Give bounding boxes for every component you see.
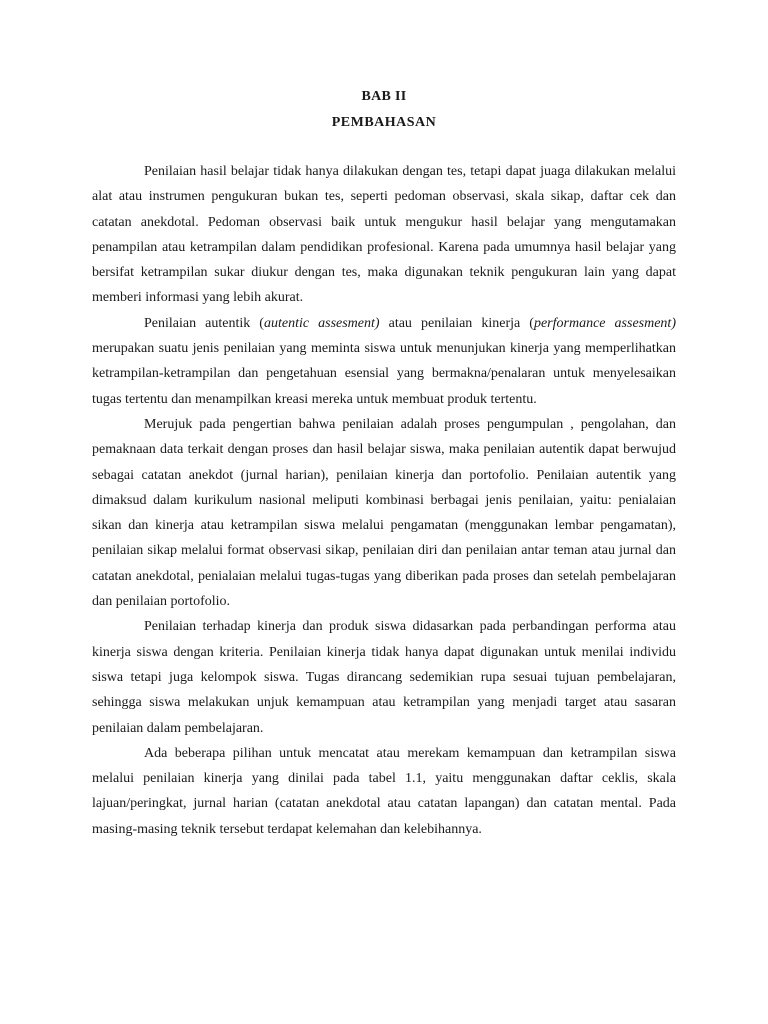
paragraph [92,614,676,740]
chapter-heading [92,84,676,136]
paragraph-text: Merujuk pada pengertian bahwa penilaian adalah proses pengumpulan , pengolahan, dan pemaknaan data terkait dengan proses dan hasil belajar siswa, maka penilaian autentik dapat berwujud sebagai catatan anekdot (jurnal harian), penilaian kinerja dan portofolio. Penilaian autentik yang dimaksud dalam kurikulum nasional meliputi kombinasi berbagai jenis penilaian, yaitu: penialaian sikan dan kinerja atau ketrampilan siswa melalui pengamatan (menggunakan lembar pengamatan), penilaian sikap melalui format observasi sikap, penilaian diri dan penilaian antar teman atau jurnal dan catatan anekdotal, penialaian melalui tugas-tugas yang diberikan pada proses dan setelah pembelajaran dan penilaian portofolio. [92,416,676,610]
paragraph [92,412,676,614]
paragraph-text: Penilaian terhadap kinerja dan produk siswa didasarkan pada perbandingan performa atau kinerja siswa dengan kriteria. Penilaian kinerja tidak hanya dapat digunakan untuk menilai individu siswa tetapi juga kelompok siswa. Tugas dirancang sedemikian rupa sesuai tujuan pembelajaran, sehingga siswa melakukan unjuk kemampuan atau ketrampilan yang menjadi target atau sasaran penilaian dalam pembelajaran. [92,619,676,736]
chapter-title: PEMBAHASAN [331,115,437,130]
paragraph-text: merupakan suatu jenis penilaian yang meminta siswa untuk menunjukan kinerja yang memperlihatkan ketrampilan-ketrampilan dan pengetahuan esensial yang bermakna/penalaran untuk menyelesaikan tugas tertentu dan menampilkan kreasi mereka untuk membuat produk tertentu. [92,341,676,407]
paragraph [92,311,676,412]
italic-term: autentic assesment) [263,315,380,331]
paragraph-text: Penilaian autentik ( [144,315,264,331]
italic-term: performance assesment) [533,315,676,331]
paragraph [92,159,676,311]
paragraph [92,741,676,842]
paragraph-text: Penilaian hasil belajar tidak hanya dilakukan dengan tes, tetapi dapat juaga dilakukan melalui alat atau instrumen pengukuran bukan tes, seperti pedoman observasi, skala sikap, daftar cek dan catatan anekdotal. Pedoman observasi baik untuk mengukur hasil belajar yang mengutamakan penampilan atau ketrampilan dalam pendidikan profesional. Karena pada umumnya hasil belajar yang bersifat ketrampilan sukar diukur dengan tes, maka digunakan teknik pengukuran lain yang dapat memberi informasi yang lebih akurat. [92,164,676,306]
chapter-label: BAB II [361,89,407,104]
paragraph-text: atau penilaian kinerja ( [379,315,534,331]
paragraph-text: Ada beberapa pilihan untuk mencatat atau merekam kemampuan dan ketrampilan siswa melalui penilaian kinerja yang dinilai pada tabel 1.1, yaitu menggunakan daftar ceklis, skala lajuan/peringkat, jurnal harian (catatan anekdotal atau catatan lapangan) dan catatan mental. Pada masing-masing teknik tersebut terdapat kelemahan dan kelebihannya. [92,745,676,837]
body-text [92,159,676,842]
